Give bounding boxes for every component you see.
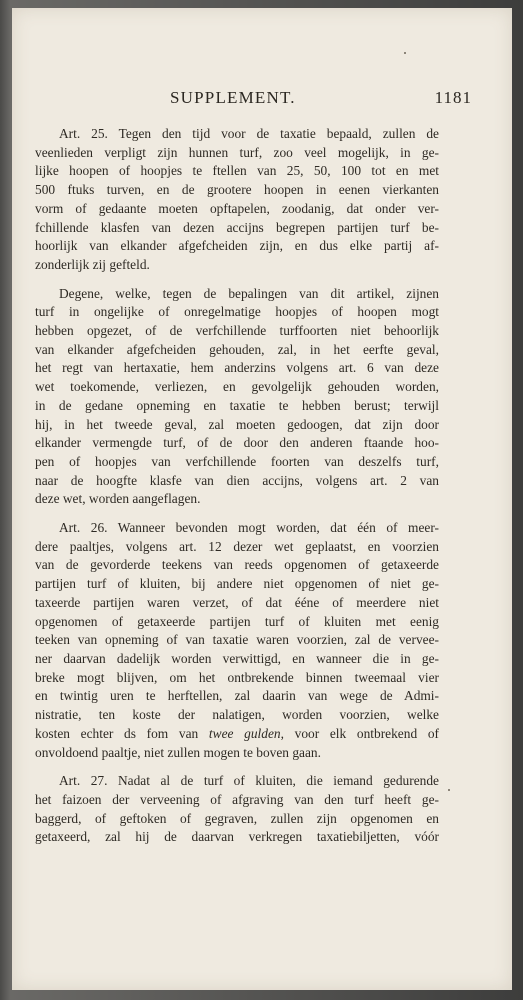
text-line: taxeerde partijen waren verzet, of dat ééne of meerdere niet: [35, 594, 439, 610]
text-line: nistratie, ten koste der nalatigen, worden voorzien, welke: [35, 707, 439, 723]
text-line: Degene, welke, tegen de bepalingen van dit artikel, zijnen: [59, 285, 439, 301]
text-line-with-emphasis: [35, 725, 439, 744]
text-line: het faizoen der verveening of afgraving van den turf heeft ge-: [35, 791, 439, 807]
paragraph-art-25: [35, 125, 439, 275]
text-segment: , voor elk ontbrekend of: [280, 725, 439, 741]
text-line: getaxeerd, zal hij de daarvan verkregen taxatiebiljetten, vóór: [35, 829, 439, 845]
text-line: teeken van opneming of van taxatie waren voorzien, zal de verveе-: [35, 632, 439, 648]
text-segment: kosten echter ds fom van: [35, 725, 209, 741]
text-line: veenlieden verpligt zijn hunnen turf, zoo veel mogelijk, in ge-: [35, 144, 439, 160]
running-head: SUPPLEMENT.: [170, 88, 296, 107]
text-line: Art. 27. Nadat al de turf of kluiten, die iemand gedurende: [59, 773, 439, 789]
text-line: pen of hoopjes van verfchillende foorten van deszelfs turf,: [35, 453, 439, 469]
text-line: wet toekomende, verliezen, en gevolgelijk gehouden worden,: [35, 379, 439, 395]
text-line: vorm of gedaante moeten opftapelen, zoodanig, dat onder ver-: [35, 200, 439, 216]
text-line: deze wet, worden aangeflagen.: [35, 491, 201, 507]
text-line: het regt van hertaxatie, hem anderzins volgens art. 6 van deze: [35, 360, 439, 376]
text-line: fchillende klasfen van dezen accijns begrepen partijen turf be-: [35, 219, 439, 235]
page-header: [12, 88, 512, 114]
text-line: hoorlijk van elkander afgefcheiden zijn, en dus elke partij af-: [35, 238, 439, 254]
text-line: partijen turf of kluiten, bij andere niet opgenomen of niet ge-: [35, 576, 439, 592]
paper-speck: [404, 52, 406, 54]
page-number: 1181: [434, 88, 472, 107]
text-line: elkander vermengde turf, of de door den anderen ftaande hoo-: [35, 435, 439, 451]
text-line: lijke hoopen of hoopjes te ftellen van 25, 50, 100 tot en met: [35, 163, 439, 179]
text-line: opgenomen of getaxeerde partijen turf of kluiten met eenig: [35, 613, 439, 629]
paragraph-art-27: [35, 772, 439, 847]
text-line: breke mogt blijven, om het ontbrekende binnen tweemaal vier: [35, 669, 439, 685]
book-page: [12, 8, 512, 990]
paper-speck: [448, 789, 450, 791]
text-line: Art. 25. Tegen den tijd voor de taxatie bepaald, zullen de: [59, 126, 439, 141]
body-text: [35, 125, 439, 857]
text-line: van de gevorderde teekens van reeds opgenomen of getaxeerde: [35, 557, 439, 573]
text-line: dere paaltjes, volgens art. 12 dezer wet geplaatst, en voorzien: [35, 538, 439, 554]
text-line: in de gedane opneming en taxatie te hebben berust; terwijl: [35, 397, 439, 413]
text-line: ner daarvan dadelijk worden verwittigd, en wanneer die in ge-: [35, 650, 439, 666]
text-line: baggerd, of geftoken of gegraven, zullen zijn opgenomen en: [35, 810, 439, 826]
text-line: onvoldoend paaltje, niet zullen mogen te boven gaan.: [35, 744, 321, 760]
paragraph-art-26: [35, 519, 439, 762]
text-line: Art. 26. Wanneer bevonden mogt worden, dat één of meer-: [59, 520, 439, 536]
text-line: van elkander afgefcheiden gehouden, zal, in het eerfte geval,: [35, 341, 439, 357]
text-line: zonderlijk zij gefteld.: [35, 256, 150, 272]
text-line: en twintig uren te herftellen, zal daarin van wege de Admi-: [35, 688, 439, 704]
text-line: 500 ftuks turven, en de grootere hoopen in eenen vierkanten: [35, 182, 439, 198]
text-line: turf in ongelijke of onregelmatige hoopjes of hoopen mogt: [35, 304, 439, 320]
text-line: hebben opgezet, of de verfchillende turffoorten niet behoorlijk: [35, 323, 439, 339]
paragraph-art-25-continued: [35, 285, 439, 509]
emphasized-text: twee gulden: [208, 725, 281, 741]
text-line: naar de hoogfte klasfe van dien accijns, volgens art. 2 van: [35, 472, 439, 488]
text-line: hij, in het tweede geval, zal moeten gedoogen, dat zijn door: [35, 416, 439, 432]
